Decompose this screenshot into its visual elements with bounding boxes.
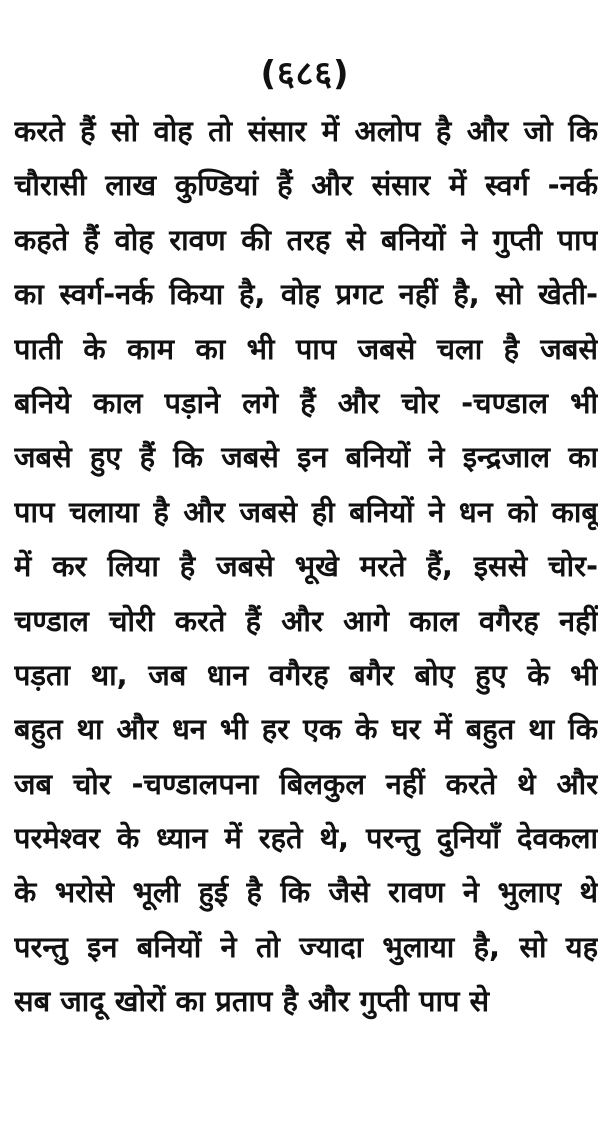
text-line: में कर लिया है जबसे भूखे मरते हैं, इससे चोर- [14, 549, 598, 584]
page-number: (६८६) [260, 54, 350, 94]
text-line: जब चोर -चण्डालपना बिलकुल नहीं करते थे और [14, 766, 598, 801]
text-line: करते हैं सो वोह तो संसार में अलोप है और जो कि [14, 114, 598, 148]
text-line: जबसे हुए हैं कि जबसे इन बनियों ने इन्द्रजाल का [14, 440, 598, 475]
text-line: सब जादू खोरों का प्रताप है और गुप्ती पाप से [14, 984, 490, 1019]
text-line: पड़ता था, जब धान वगैरह बगैर बोए हुए के भी [14, 657, 598, 692]
text-line: पाती के काम का भी पाप जबसे चला है जबसे [14, 331, 598, 366]
text-line: बहुत था और धन भी हर एक के घर में बहुत था कि [14, 712, 598, 747]
text-line: चण्डाल चोरी करते हैं और आगे काल वगैरह नहीं [14, 603, 598, 638]
text-line: चौरासी लाख कुण्डियां हैं और संसार में स्वर्ग -नर्क [14, 168, 598, 203]
text-line: बनिये काल पड़ाने लगे हैं और चोर -चण्डाल भी [14, 385, 598, 420]
text-line: पाप चलाया है और जबसे ही बनियों ने धन को काबू [14, 494, 598, 529]
text-line: का स्वर्ग-नर्क किया है, वोह प्रगट नहीं है, सो खेती- [14, 277, 598, 312]
text-line: कहते हैं वोह रावण की तरह से बनियों ने गुप्ती पाप [14, 222, 598, 257]
text-line: परन्तु इन बनियों ने तो ज्यादा भुलाया है, सो यह [14, 929, 598, 964]
text-line: परमेश्वर के ध्यान में रहते थे, परन्तु दुनियाँ देवकला [14, 821, 598, 856]
body-text [14, 104, 598, 1029]
text-line: के भरोसे भूली हुई है कि जैसे रावण ने भुलाए थे [14, 875, 598, 910]
